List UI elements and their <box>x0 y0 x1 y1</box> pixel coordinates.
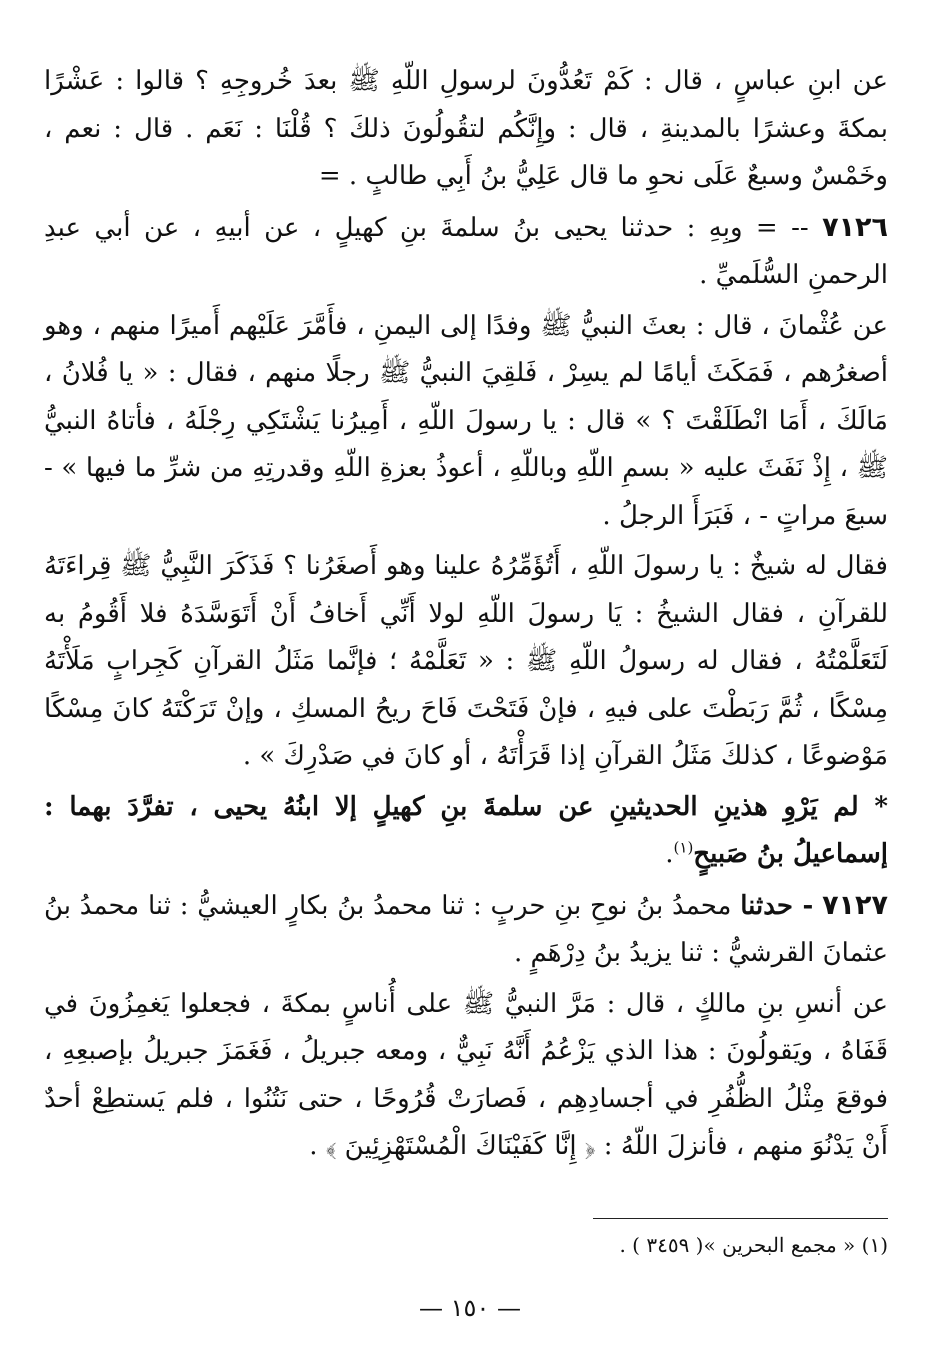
paragraph-text: عن ابنِ عباسٍ ، قال : كَمْ تَعُدُّونَ لرسولِ اللّهِ ﷺ بعدَ خُروجِهِ ؟ قالوا : عَشْرًا بمكةَ وعشرًا بالمدينةِ ، قال : وإِنَّكُم لتقُولُونَ ذلكَ ؟ قُلْنَا : نَعَم . قال : نعم ، وخَمْسٌ وسبعٌ عَلَى نحوِ ما قال عَلِيُّ بنُ أَبِي طالبٍ . = <box>44 66 888 191</box>
hadith-7126-chain <box>44 204 888 300</box>
paragraph-text: عن عُثْمانَ ، قال : بعثَ النبيُّ ﷺ وفدًا إلى اليمنِ ، فأَمَّرَ عَلَيْهم أَميرًا منهم ، وهو أصغرُهم ، فَمَكَثَ أيامًا لم يسِرْ ، فَلقِيَ النبيُّ ﷺ رجلًا منهم ، فقال : « يا فُلانُ ، مَالَكَ ، أَمَا انْطَلَقْتَ ؟ » قال : يا رسولَ اللّهِ ، أَمِيرُنا يَشْتَكِي رِجْلَهُ ، فأتاهُ النبيُّ ﷺ ، إِذْ نَفَثَ عليه « بسمِ اللّهِ وباللّهِ ، أعوذُ بعزةِ اللّهِ وقدرتِهِ من شرِّ ما فيها » - سبعَ مراتٍ - ، فَبَرَأَ الرجلُ . <box>44 310 888 531</box>
paragraph-anas <box>44 981 888 1171</box>
paragraph-ibn-abbas <box>44 58 888 201</box>
main-text <box>44 58 888 1171</box>
editor-note-text: * لم يَرْوِ هذينِ الحديثينِ عن سلمةَ بنِ كهيلٍ إلا ابنُهُ يحيى ، تفرَّدَ بهما : إسماعيلُ بنُ صَبيحٍ <box>44 791 888 869</box>
footnote-reference: (١) <box>673 838 694 857</box>
footnote: (١) « مجمع البحرين »( ٣٤٥٩ ) . <box>619 1233 888 1257</box>
page-number: — ١٥٠ — <box>419 1294 521 1322</box>
paragraph-text: فقال له شيخٌ : يا رسولَ اللّهِ ، أَتُؤَمِّرُهُ علينا وهو أَصغَرُنا ؟ فَذَكَرَ النَّبِيُّ ﷺ قِراءَتَهُ للقرآنِ ، فقال الشيخُ : يَا رسولَ اللّهِ لولا أَنِّي أَخافُ أَنْ أَتَوَسَّدَهُ فلا أَقُومُ به لَتَعَلَّمْتُهُ ، فقال له رسولُ اللّهِ ﷺ : « تَعَلَّمْهُ ؛ فإنَّما مَثَلُ القرآنِ كَجِرابٍ مَلَأْتَهُ مِسْكًا ، ثُمَّ رَبَطْتَ على فيهِ ، فإنْ فَتَحْتَ فَاحَ ريحُ المسكِ ، وإنْ تَرَكْتَهُ كانَ مِسْكًا مَوْضوعًا ، كذلكَ مَثَلُ القرآنِ إذا قَرَأْتَهُ ، أو كانَ في صَدْرِكَ » . <box>44 551 888 771</box>
hadith-7127-chain <box>44 882 888 978</box>
paragraph-text: عن أنسِ بنِ مالكٍ ، قال : مَرَّ النبيُّ ﷺ على أُناسٍ بمكةَ ، فجعلوا يَغمِزُونَ في قَفَاهُ ، ويَقولُونَ : هذا الذي يَزْعُمُ أَنَّهُ نَبِيٌّ ، ومعه جبريلُ ، فَغَمَزَ جبريلُ بإصبعِهِ ، فوقعَ مِثْلُ الظُّفُرِ في أجسادِهِم ، فَصارَتْ قُرُوحًا ، حتى نَتُنُوا ، فلم يَستطِعْ أحدٌ أَنْ يَدْنُوَ منهم ، فأنزلَ اللّهُ : ﴿ إِنَّا كَفَيْنَاكَ الْمُسْتَهْزِئِينَ ﴾ . <box>44 988 888 1161</box>
footnote-divider <box>593 1218 888 1219</box>
editor-note-tail: . <box>665 839 674 869</box>
paragraph-shaykh <box>44 543 888 781</box>
paragraph-text: -- = وبِهِ : حدثنا يحيى بنُ سلمةَ بنِ كهيلٍ ، عن أبيهِ ، عن أبي عبدِ الرحمنِ السُّلَميِّ . <box>44 212 888 290</box>
editor-note <box>44 784 888 879</box>
hadith-lead: - حدثنا <box>740 890 814 921</box>
hadith-number: ٧١٢٦ <box>822 211 889 243</box>
hadith-number: ٧١٢٧ <box>822 889 888 921</box>
paragraph-text: محمدُ بنُ نوحِ بنِ حربٍ : ثنا محمدُ بنُ بكارٍ العيشيُّ : ثنا محمدُ بنُ عثمانَ القرشيُّ : ثنا يزيدُ بنُ دِرْهَمٍ . <box>44 890 888 968</box>
paragraph-uthman <box>44 303 888 541</box>
